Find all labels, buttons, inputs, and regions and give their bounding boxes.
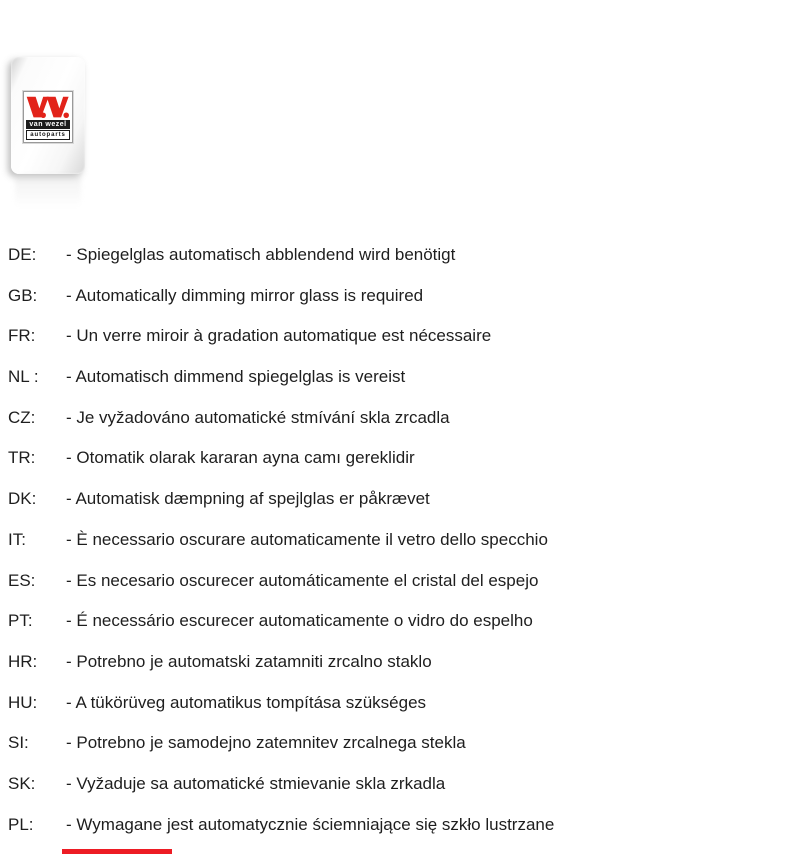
language-code-label: ES: <box>8 570 36 590</box>
language-code-label: CZ: <box>8 407 36 427</box>
language-code-label: DK: <box>8 489 37 509</box>
note-text: - Vyžaduje sa automatické stmievanie skla zrkadla <box>66 773 446 793</box>
note-row <box>8 325 790 366</box>
van-wezel-monogram-icon <box>26 94 70 120</box>
sub-brand-label: autoparts <box>26 130 70 140</box>
note-row <box>8 529 790 570</box>
note-row <box>8 488 790 529</box>
note-row <box>8 732 790 773</box>
note-row <box>8 814 790 854</box>
note-row <box>8 570 790 611</box>
note-row <box>8 366 790 407</box>
note-text: - Potrebno je automatski zatamniti zrcalno staklo <box>66 651 432 671</box>
note-text: - Wymagane jest automatycznie ściemniające się szkło lustrzane <box>66 814 555 834</box>
note-row <box>8 651 790 692</box>
language-code-label: DE: <box>8 245 37 264</box>
note-text: - Automatically dimming mirror glass is required <box>66 285 424 305</box>
note-row <box>8 610 790 651</box>
note-text: - Es necesario oscurecer automáticamente el cristal del espejo <box>66 570 539 590</box>
language-code-label: NL : <box>8 367 39 387</box>
language-code-label: HR: <box>8 651 38 671</box>
language-code-label: PT: <box>8 611 33 631</box>
cutoff-red-bar <box>62 849 172 854</box>
language-code-label: GB: <box>8 285 38 305</box>
language-code-label: SI: <box>8 733 29 753</box>
note-text: - Automatisch dimmend spiegelglas is vereist <box>66 367 406 387</box>
note-row <box>8 447 790 488</box>
note-text: - Un verre miroir à gradation automatique est nécessaire <box>66 326 492 346</box>
note-text: - Potrebno je samodejno zatemnitev zrcalnega stekla <box>66 733 466 753</box>
note-row <box>8 773 790 814</box>
product-box-image <box>11 57 85 174</box>
note-text: - A tükörüveg automatikus tompítása szükséges <box>66 692 427 712</box>
note-text: - È necessario oscurare automaticamente il vetro dello specchio <box>66 529 548 549</box>
note-row <box>8 407 790 448</box>
brand-name-label: van wezel <box>26 120 70 129</box>
language-code-label: SK: <box>8 773 36 793</box>
language-code-label: HU: <box>8 692 38 712</box>
language-code-label: FR: <box>8 326 36 346</box>
note-text: - Spiegelglas automatisch abblendend wird benötigt <box>66 245 456 264</box>
product-box-reflection <box>15 175 81 207</box>
note-row <box>8 244 790 285</box>
note-text: - É necessário escurecer automaticamente o vidro do espelho <box>66 611 533 631</box>
note-row <box>8 285 790 326</box>
note-text: - Automatisk dæmpning af spejlglas er påkrævet <box>66 489 430 509</box>
note-text: - Je vyžadováno automatické stmívání skla zrcadla <box>66 407 450 427</box>
language-code-label: TR: <box>8 448 36 468</box>
note-text: - Otomatik olarak kararan ayna camı gereklidir <box>66 448 415 468</box>
note-row <box>8 692 790 733</box>
language-code-label: IT: <box>8 529 26 549</box>
language-code-label: PL: <box>8 814 34 834</box>
language-notes-list <box>8 244 790 854</box>
van-wezel-logo <box>23 91 73 143</box>
